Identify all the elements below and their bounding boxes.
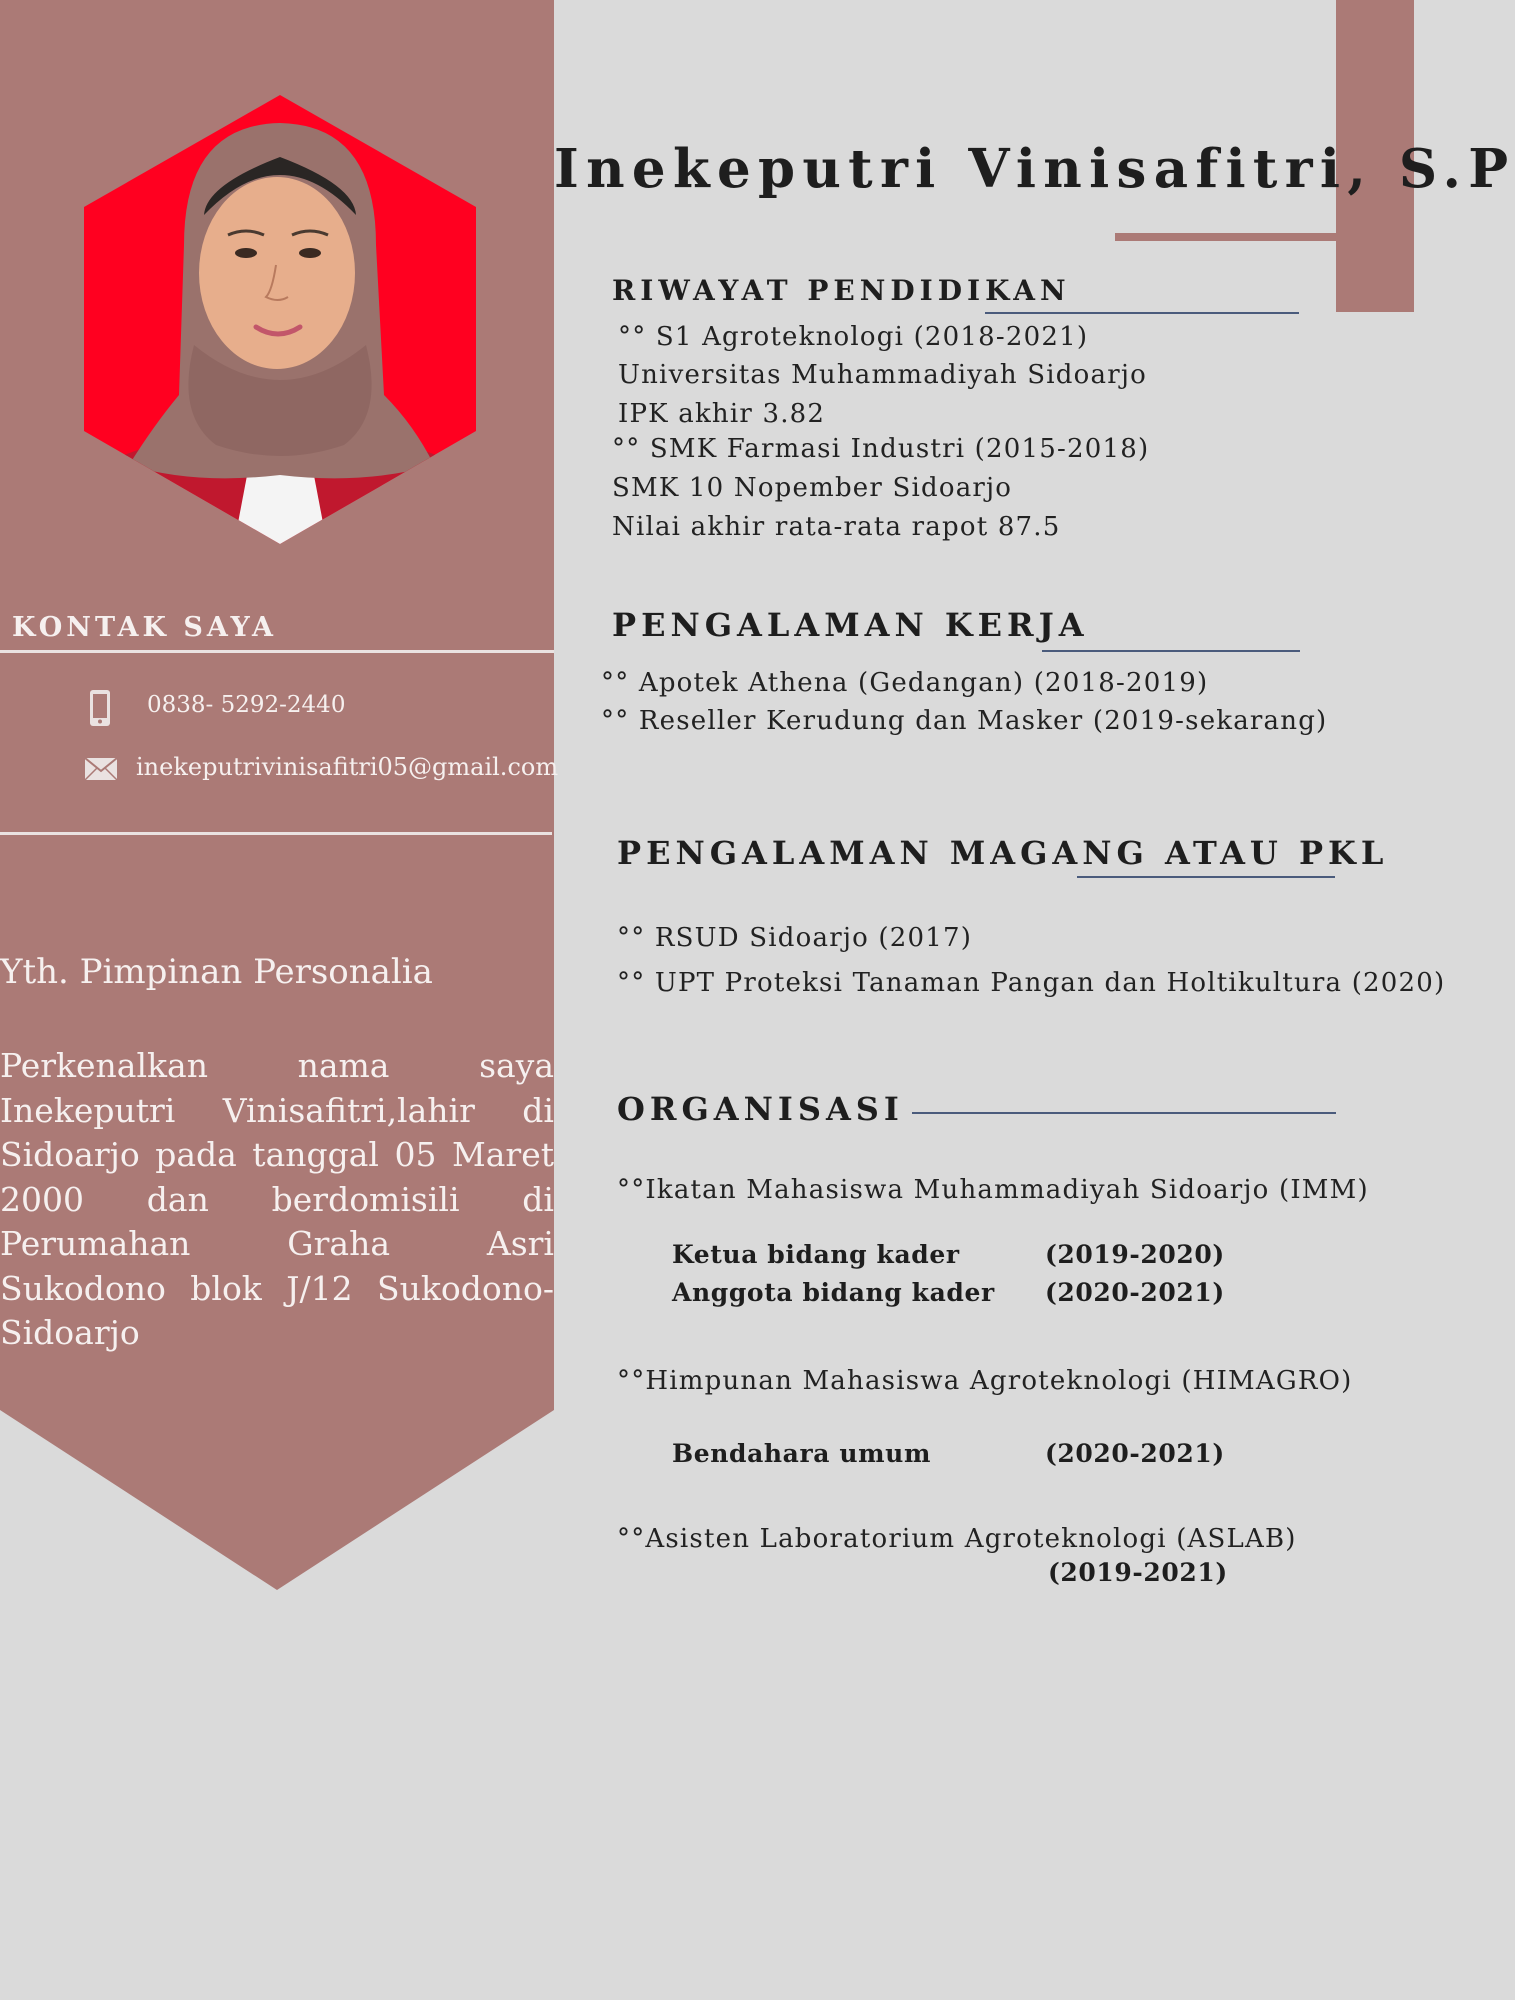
- work-heading: PENGALAMAN KERJA: [612, 606, 1089, 644]
- organization-name: °°Himpunan Mahasiswa Agroteknologi (HIMAGRO): [617, 1366, 1353, 1396]
- internship-item: °° RSUD Sidoarjo (2017): [617, 923, 973, 953]
- organization-period: (2020-2021): [1045, 1439, 1225, 1468]
- contact-top-divider: [0, 650, 554, 653]
- phone-number[interactable]: 0838- 5292-2440: [147, 692, 346, 718]
- internship-item: °° UPT Proteksi Tanaman Pangan dan Holtikultura (2020): [617, 968, 1446, 998]
- organization-period: (2019-2020): [1045, 1240, 1225, 1269]
- organization-role: Anggota bidang kader: [672, 1278, 995, 1307]
- education-line: Nilai akhir rata-rata rapot 87.5: [612, 512, 1061, 542]
- organization-rule: [912, 1112, 1336, 1114]
- organization-name: °°Ikatan Mahasiswa Muhammadiyah Sidoarjo (IMM): [617, 1175, 1369, 1205]
- mail-icon: [84, 757, 118, 781]
- profile-photo: [84, 95, 476, 544]
- title-underline: [1115, 233, 1336, 241]
- education-rule: [985, 312, 1299, 314]
- work-item: °° Apotek Athena (Gedangan) (2018-2019): [601, 668, 1209, 698]
- education-heading: RIWAYAT PENDIDIKAN: [612, 274, 1071, 307]
- work-rule: [1042, 650, 1300, 652]
- organization-name: °°Asisten Laboratorium Agroteknologi (ASLAB): [617, 1524, 1297, 1554]
- letter-body: Perkenalkan nama saya Inekeputri Vinisafitri,lahir di Sidoarjo pada tanggal 05 Maret 2000 dan berdomisili di Perumahan Graha Asri Sukodono blok J/12 Sukodono-Sidoarjo: [0, 1046, 554, 1352]
- organization-role: Bendahara umum: [672, 1439, 931, 1468]
- education-line: Universitas Muhammadiyah Sidoarjo: [618, 360, 1147, 390]
- education-line: °° S1 Agroteknologi (2018-2021): [618, 322, 1089, 352]
- organization-period: (2019-2021): [1048, 1558, 1228, 1587]
- education-line: °° SMK Farmasi Industri (2015-2018): [612, 434, 1150, 464]
- organization-role: Ketua bidang kader: [672, 1240, 960, 1269]
- letter-greeting: Yth. Pimpinan Personalia: [0, 952, 433, 992]
- organization-period: (2020-2021): [1045, 1278, 1225, 1307]
- contact-bottom-divider: [0, 832, 552, 835]
- organization-heading: ORGANISASI: [617, 1090, 904, 1128]
- internship-rule: [1077, 876, 1335, 878]
- email-address[interactable]: inekeputrivinisafitri05@gmail.com: [136, 753, 559, 781]
- page-title: Inekeputri Vinisafitri, S.P: [554, 138, 1515, 200]
- education-line: SMK 10 Nopember Sidoarjo: [612, 473, 1013, 503]
- internship-heading: PENGALAMAN MAGANG ATAU PKL: [617, 834, 1389, 872]
- phone-icon: [87, 689, 113, 727]
- work-item: °° Reseller Kerudung dan Masker (2019-sekarang): [601, 706, 1328, 736]
- education-line: IPK akhir 3.82: [618, 399, 826, 429]
- contact-heading: KONTAK SAYA: [12, 612, 277, 643]
